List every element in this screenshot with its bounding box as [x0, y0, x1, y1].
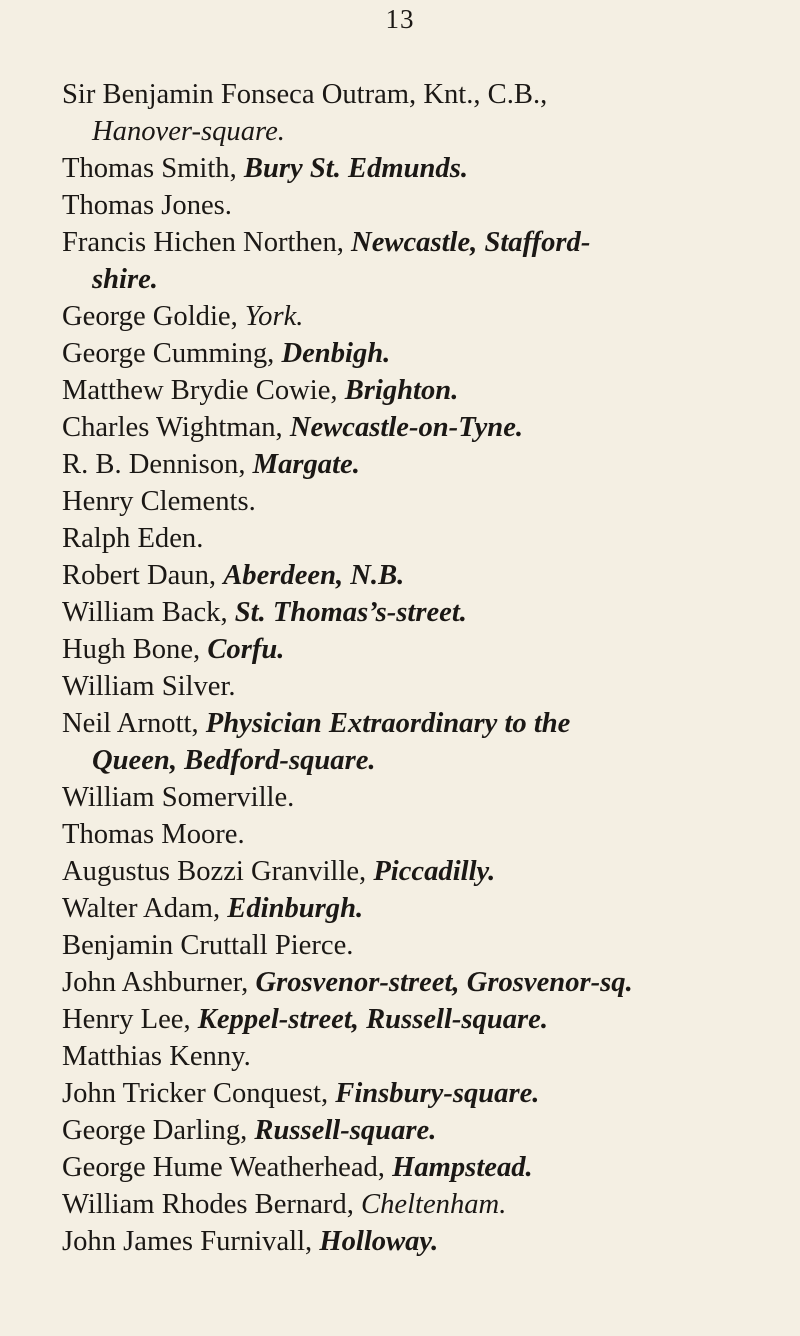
list-item	[62, 372, 752, 409]
entry-place: Newcastle, Stafford-	[351, 227, 591, 258]
entry-place: Margate.	[252, 449, 360, 480]
list-item	[62, 668, 752, 705]
entry-place: Edinburgh.	[227, 893, 364, 924]
entry-name: Neil Arnott,	[62, 708, 206, 739]
entry-place: Russell-square.	[254, 1115, 437, 1146]
list-item	[62, 594, 752, 631]
entry-name: Hugh Bone,	[62, 634, 208, 665]
list-item	[62, 409, 752, 446]
member-list	[62, 76, 752, 1260]
entry-place: Brighton.	[344, 375, 459, 406]
entry-name: John Ashburner,	[62, 967, 256, 998]
list-item	[62, 261, 752, 298]
entry-place: Holloway.	[319, 1226, 439, 1257]
entry-place: Newcastle-on-Tyne.	[289, 412, 524, 443]
entry-name: Thomas Moore.	[62, 819, 245, 850]
entry-name: Ralph Eden.	[62, 523, 204, 554]
list-item	[62, 1112, 752, 1149]
entry-name: George Darling,	[62, 1115, 255, 1146]
list-item	[62, 1075, 752, 1112]
entry-name: Matthew Brydie Cowie,	[62, 375, 345, 406]
entry-name: Henry Lee,	[62, 1004, 198, 1035]
page-number: 13	[385, 4, 415, 34]
entry-name: William Somerville.	[62, 782, 295, 813]
list-item	[62, 927, 752, 964]
entry-name: Thomas Jones.	[62, 190, 232, 221]
list-item	[62, 816, 752, 853]
list-item	[62, 779, 752, 816]
entry-name: John Tricker Conquest,	[62, 1078, 336, 1109]
entry-name: William Rhodes Bernard,	[62, 1189, 362, 1220]
entry-name: George Hume Weatherhead,	[62, 1152, 393, 1183]
entry-name: Robert Daun,	[62, 560, 224, 591]
entry-place: Piccadilly.	[373, 856, 496, 887]
list-item	[62, 335, 752, 372]
entry-place: Aberdeen, N.B.	[223, 560, 405, 591]
entry-place: Corfu.	[207, 634, 285, 665]
list-item	[62, 1186, 752, 1223]
list-item	[62, 890, 752, 927]
list-item	[62, 520, 752, 557]
entry-place: Queen, Bedford-square.	[92, 745, 376, 776]
entry-place: Physician Extraordinary to the	[205, 708, 571, 739]
entry-name: Sir Benjamin Fonseca Outram, Knt., C.B.,	[62, 79, 548, 110]
entry-name: Matthias Kenny.	[62, 1041, 251, 1072]
entry-place: York.	[244, 301, 304, 332]
list-item	[62, 705, 752, 742]
list-item	[62, 1001, 752, 1038]
entry-place: Hanover-square.	[92, 116, 285, 147]
entry-place: Bury St. Edmunds.	[243, 153, 468, 184]
list-item	[62, 298, 752, 335]
list-item	[62, 557, 752, 594]
entry-place: Hampstead.	[392, 1152, 533, 1183]
entry-name: George Goldie,	[62, 301, 245, 332]
entry-name: William Back,	[62, 597, 235, 628]
entry-place: St. Thomas’s-street.	[234, 597, 467, 628]
entry-place: Denbigh.	[281, 338, 391, 369]
entry-name: Francis Hichen Northen,	[62, 227, 352, 258]
entry-name: John James Furnivall,	[62, 1226, 320, 1257]
entry-name: Charles Wightman,	[62, 412, 290, 443]
list-item	[62, 1223, 752, 1260]
entry-place: Keppel-street, Russell-square.	[197, 1004, 549, 1035]
entry-name: Walter Adam,	[62, 893, 228, 924]
entry-name: Henry Clements.	[62, 486, 256, 517]
list-item	[62, 1038, 752, 1075]
entry-name: George Cumming,	[62, 338, 282, 369]
list-item	[62, 224, 752, 261]
entry-place: Grosvenor-street, Grosvenor-sq.	[255, 967, 633, 998]
list-item	[62, 150, 752, 187]
entry-name: William Silver.	[62, 671, 236, 702]
list-item	[62, 853, 752, 890]
entry-name: Thomas Smith,	[62, 153, 244, 184]
list-item	[62, 742, 752, 779]
list-item	[62, 964, 752, 1001]
list-item	[62, 631, 752, 668]
list-item	[62, 1149, 752, 1186]
entry-place: Finsbury-square.	[335, 1078, 540, 1109]
entry-name: Benjamin Cruttall Pierce.	[62, 930, 354, 961]
list-item	[62, 113, 752, 150]
entry-name: R. B. Dennison,	[62, 449, 253, 480]
entry-place: shire.	[92, 264, 158, 295]
list-item	[62, 76, 752, 113]
list-item	[62, 187, 752, 224]
entry-name: Augustus Bozzi Granville,	[62, 856, 374, 887]
list-item	[62, 483, 752, 520]
list-item	[62, 446, 752, 483]
entry-place: Cheltenham.	[361, 1189, 507, 1220]
